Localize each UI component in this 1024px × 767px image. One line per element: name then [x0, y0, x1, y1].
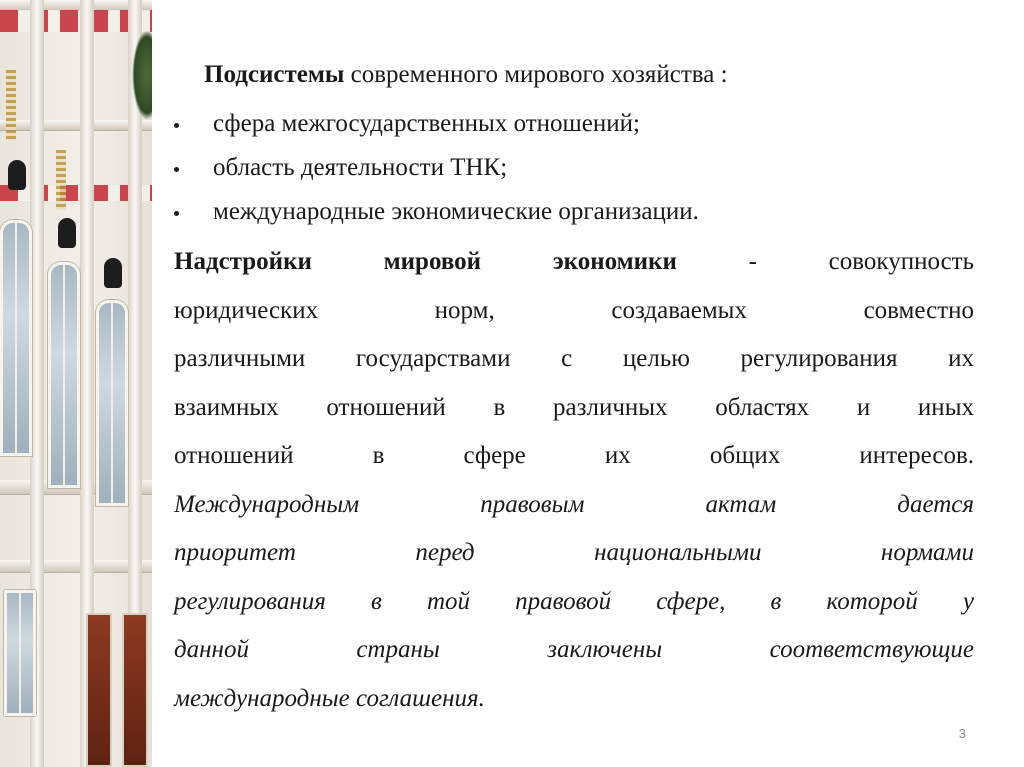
list-item	[174, 146, 974, 190]
bullet-text: сфера межгосударственных отношений;	[213, 110, 640, 137]
bullet-dot-icon	[174, 211, 179, 216]
definition-paragraph	[174, 238, 974, 723]
list-item	[174, 102, 974, 146]
heading-bold: Подсистемы	[204, 61, 345, 88]
italic-line: регулирования в той правовой сфере, в которой у	[174, 587, 974, 615]
paragraph-line: отношений в сфере их общих интересов.	[174, 442, 974, 469]
bullet-dot-icon	[174, 123, 179, 128]
paragraph-line: взаимных отношений в различных областях и иных	[174, 393, 974, 421]
page-number: 3	[958, 726, 966, 741]
italic-line: данной страны заключены соответствующие	[174, 636, 974, 663]
list-item	[174, 190, 974, 234]
bullet-list	[174, 102, 974, 234]
italic-line: международные соглашения.	[174, 684, 485, 712]
slide-heading	[204, 58, 974, 92]
italic-line: приоритет перед национальными нормами	[174, 539, 974, 566]
bullet-text: область деятельности ТНК;	[213, 154, 508, 181]
paragraph-line: юридических норм, создаваемых совместно	[174, 296, 974, 324]
bullet-dot-icon	[174, 167, 179, 172]
heading-rest: современного мирового хозяйства :	[344, 61, 728, 88]
paragraph-line: различными государствами с целью регулирования их	[174, 345, 974, 372]
slide-content	[174, 58, 974, 723]
paragraph-line	[174, 238, 974, 287]
term-bold: Надстройки мировой экономики	[174, 248, 677, 275]
italic-line: Международным правовым актам дается	[174, 490, 974, 518]
building-photo	[0, 0, 152, 767]
bullet-text: международные экономические организации.	[213, 198, 699, 225]
paragraph-text: - совокупность	[676, 248, 975, 275]
